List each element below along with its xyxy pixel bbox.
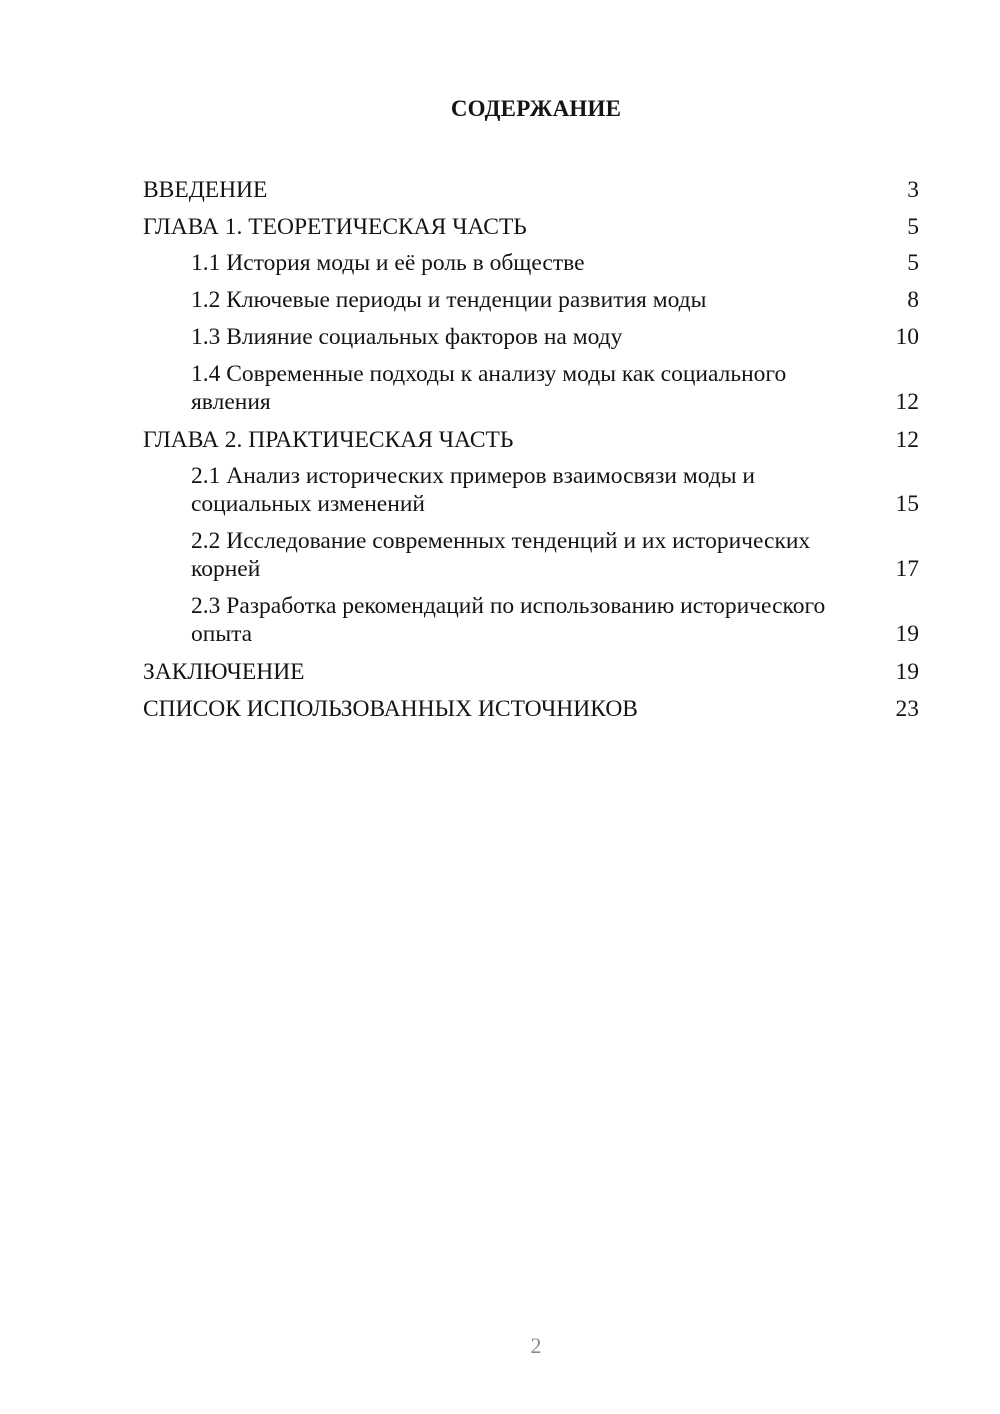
toc-entry-label: 1.3 Влияние социальных факторов на моду — [191, 324, 623, 350]
toc-entry-page: 5 — [907, 213, 919, 240]
toc-entry-label: ГЛАВА 1. ТЕОРЕТИЧЕСКАЯ ЧАСТЬ — [143, 213, 527, 240]
toc-entry-section-1-4[interactable] — [143, 356, 919, 421]
toc-entry-label: СПИСОК ИСПОЛЬЗОВАННЫХ ИСТОЧНИКОВ — [143, 695, 638, 722]
toc-entry-page: 15 — [895, 491, 919, 517]
toc-entry-section-1-2[interactable] — [143, 282, 919, 319]
toc-entry-page: 17 — [895, 556, 919, 582]
toc-entry-page: 19 — [895, 621, 919, 647]
toc-entry-page: 5 — [907, 250, 919, 276]
toc-entry-page: 12 — [895, 389, 919, 415]
toc-entry-label: ГЛАВА 2. ПРАКТИЧЕСКАЯ ЧАСТЬ — [143, 426, 514, 453]
toc-entry-section-1-1[interactable] — [143, 245, 919, 282]
toc-entry-label: 1.4 Современные подходы к анализу моды как социального явления — [191, 361, 787, 415]
toc-entry-chapter-2[interactable] — [143, 421, 919, 458]
toc-entry-references[interactable] — [143, 690, 919, 727]
toc-entry-label: 1.2 Ключевые периоды и тенденции развития моды — [191, 287, 707, 313]
toc-entry-chapter-1[interactable] — [143, 208, 919, 245]
toc-entry-conclusion[interactable] — [143, 653, 919, 690]
toc-entry-page: 3 — [907, 176, 919, 203]
toc-entry-section-2-1[interactable] — [143, 458, 919, 523]
toc-entry-label: 2.2 Исследование современных тенденций и их исторических корней — [191, 528, 811, 582]
toc-entry-label: 2.3 Разработка рекомендаций по использованию исторического опыта — [191, 593, 826, 647]
toc-entry-page: 10 — [895, 324, 919, 350]
toc-entry-page: 23 — [895, 695, 919, 722]
toc-entry-label: 1.1 История моды и её роль в обществе — [191, 250, 585, 276]
toc-entry-label: 2.1 Анализ исторических примеров взаимосвязи моды и социальных изменений — [191, 463, 755, 517]
toc-entry-page: 12 — [895, 426, 919, 453]
toc-entry-label: ВВЕДЕНИЕ — [143, 176, 268, 203]
toc-entry-section-2-3[interactable] — [143, 588, 919, 653]
toc-entry-section-2-2[interactable] — [143, 523, 919, 588]
toc-title: СОДЕРЖАНИЕ — [450, 96, 622, 121]
toc-entry-page: 8 — [907, 287, 919, 313]
table-of-contents — [143, 171, 919, 727]
toc-entry-section-1-3[interactable] — [143, 319, 919, 356]
toc-entry-page: 19 — [895, 658, 919, 685]
toc-entry-label: ЗАКЛЮЧЕНИЕ — [143, 658, 305, 685]
page-number: 2 — [530, 1333, 542, 1358]
toc-entry-introduction[interactable] — [143, 171, 919, 208]
